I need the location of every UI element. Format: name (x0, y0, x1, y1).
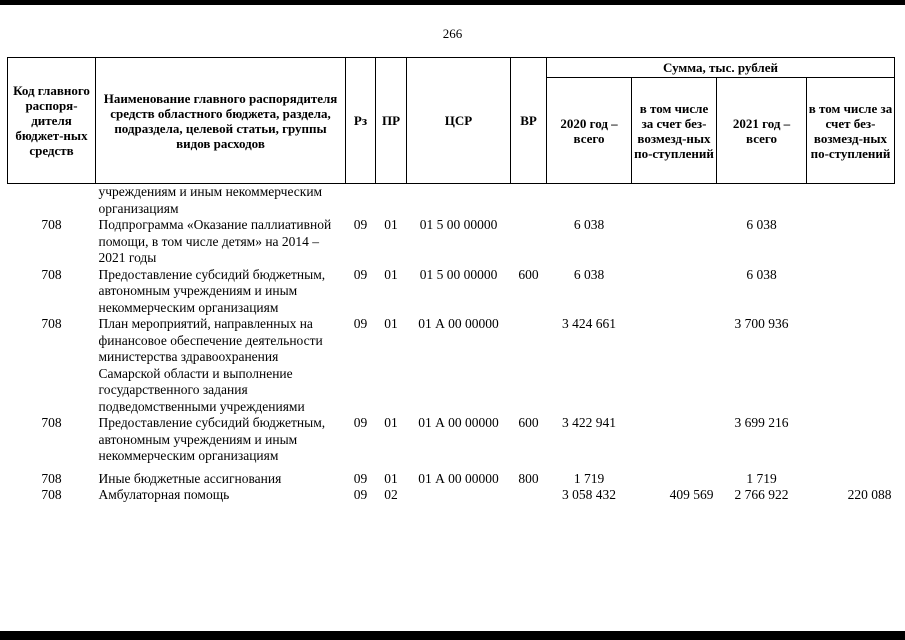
header-csr: ЦСР (407, 58, 511, 184)
cell-pr: 01 (384, 217, 398, 232)
header-pr: ПР (376, 58, 407, 184)
cell-2020-gratuitous: 409 569 (669, 487, 714, 502)
cell-vr (511, 487, 547, 504)
cell-pr: 02 (384, 487, 398, 502)
cell-2020-gratuitous (632, 184, 717, 218)
header-name: Наименование главного распорядителя средств областного бюджета, раздела, подраздела, целевой статьи, группы видов расходов (96, 58, 346, 184)
cell-2020-total: 3 058 432 (562, 487, 616, 502)
cell-name: План мероприятий, направленных на финансовое обеспечение деятельности министерства здравоохранения Самарской области и выполнение государственного задания подведомственными учреждениями (98, 316, 323, 414)
cell-2021-total: 6 038 (746, 266, 777, 282)
cell-code: 708 (41, 415, 62, 430)
cell-name: Предоставление субсидий бюджетным, автономным учреждениям и иным некоммерческим организациям (98, 266, 326, 315)
budget-table (7, 57, 895, 504)
cell-2021-gratuitous (807, 217, 895, 267)
cell-2021-total: 3 699 216 (734, 415, 789, 430)
cell-code: 708 (41, 316, 62, 331)
cell-2021-gratuitous (807, 184, 895, 218)
cell-name: Амбулаторная помощь (98, 487, 230, 502)
table-header (8, 58, 895, 184)
cell-rz: 09 (353, 415, 368, 430)
cell-2020-gratuitous (632, 415, 717, 465)
cell-2020-gratuitous (632, 316, 717, 415)
cell-name: учреждениям и иным некоммерческим организациям (98, 184, 323, 216)
cell-2021-total: 3 700 936 (734, 316, 789, 331)
header-2021-gratuitous: в том числе за счет без-возмезд-ных по-ступлений (807, 78, 895, 184)
cell-code: 708 (41, 217, 62, 232)
cell-rz: 09 (353, 470, 368, 486)
cell-2020-gratuitous (632, 267, 717, 317)
cell-pr: 01 (384, 470, 398, 486)
cell-pr (376, 184, 407, 218)
cell-csr: 01 А 00 00000 (418, 316, 499, 331)
cell-vr (511, 316, 547, 415)
cell-vr (511, 184, 547, 218)
cell-code: 708 (41, 266, 62, 282)
cell-2020-total: 1 719 (573, 470, 605, 486)
cell-2021-gratuitous (807, 316, 895, 415)
cell-2020-total: 6 038 (573, 217, 605, 232)
cell-2021-total: 1 719 (746, 470, 777, 486)
cell-vr (511, 217, 547, 267)
cell-2021-total: 2 766 922 (734, 487, 789, 502)
table-body (8, 184, 895, 504)
cell-2020-total: 3 422 941 (562, 415, 616, 430)
cell-2021-total (717, 184, 807, 218)
cell-csr (407, 487, 511, 504)
header-2021-total: 2021 год – всего (717, 78, 807, 184)
table-row (8, 471, 895, 488)
cell-csr: 01 А 00 00000 (418, 415, 499, 430)
cell-pr: 01 (384, 316, 398, 331)
cell-rz (346, 184, 376, 218)
cell-2020-gratuitous (632, 217, 717, 267)
cell-rz: 09 (353, 487, 368, 502)
cell-rz: 09 (353, 217, 368, 232)
cell-vr: 600 (518, 266, 539, 282)
cell-name: Иные бюджетные ассигнования (98, 470, 282, 486)
cell-name: Подпрограмма «Оказание паллиативной помощи, в том числе детям» на 2014 – 2021 годы (98, 217, 332, 265)
header-sum-group: Сумма, тыс. рублей (547, 58, 895, 78)
cell-csr: 01 5 00 00000 (419, 266, 498, 282)
cell-2021-gratuitous (807, 267, 895, 317)
cell-2021-gratuitous (807, 471, 895, 488)
cell-vr: 600 (518, 415, 539, 430)
table-row (8, 267, 895, 317)
cell-csr: 01 5 00 00000 (419, 217, 498, 232)
header-2020-gratuitous: в том числе за счет без-возмезд-ных по-ступлений (632, 78, 717, 184)
cell-2021-total: 6 038 (746, 217, 777, 232)
cell-pr: 01 (384, 415, 398, 430)
cell-code: 708 (41, 470, 62, 486)
page-number: 266 (442, 26, 463, 41)
cell-vr: 800 (518, 470, 539, 486)
table-row (8, 415, 895, 465)
cell-2020-total: 3 424 661 (562, 316, 616, 331)
header-rz: Рз (346, 58, 376, 184)
table-row (8, 217, 895, 267)
table-row (8, 316, 895, 415)
cell-2020-gratuitous (632, 471, 717, 488)
cell-2020-total: 6 038 (573, 266, 605, 282)
cell-2021-gratuitous: 220 088 (847, 487, 892, 502)
header-vr: ВР (511, 58, 547, 184)
cell-name: Предоставление субсидий бюджетным, автономным учреждениям и иным некоммерческим организациям (98, 415, 326, 463)
header-2020-total: 2020 год – всего (547, 78, 632, 184)
cell-code (8, 184, 96, 218)
top-rule (0, 0, 905, 5)
cell-csr (407, 184, 511, 218)
cell-pr: 01 (384, 266, 398, 282)
bottom-rule (0, 631, 905, 640)
table-row (8, 184, 895, 218)
header-code: Код главного распоря-дителя бюджет-ных средств (8, 58, 96, 184)
cell-2020-total (547, 184, 632, 218)
cell-rz: 09 (353, 266, 368, 282)
table-row (8, 487, 895, 504)
cell-code: 708 (41, 487, 62, 502)
cell-rz: 09 (353, 316, 368, 331)
cell-csr: 01 А 00 00000 (418, 470, 499, 486)
cell-2021-gratuitous (807, 415, 895, 465)
